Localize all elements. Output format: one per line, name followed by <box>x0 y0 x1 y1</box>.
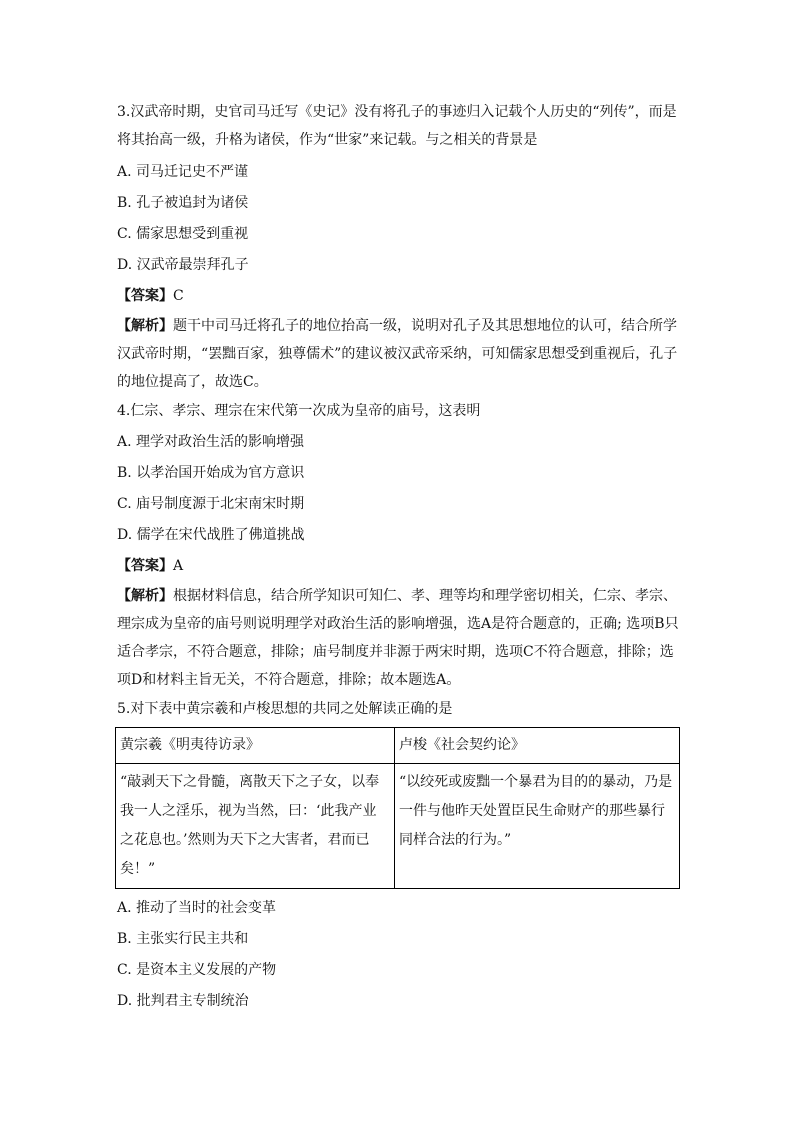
analysis-text: 题干中司马迁将孔子的地位抬高一级，说明对孔子及其思想地位的认可，结合所学汉武帝时期，“罢黜百家，独尊儒术”的建议被汉武帝采纳，可知儒家思想受到重视后，孔子的地位提高了，故选C。 <box>117 318 678 390</box>
analysis-tag: 【解析】 <box>117 318 173 334</box>
q4-option-a: A. 理学对政治生活的影响增强 <box>117 434 305 450</box>
table-cell: “敲剥天下之骨髓，离散天下之子女，以奉我一人之淫乐，视为当然，曰：‘此我产业之花息也。’然则为天下之大害者，君而已矣！” <box>116 764 395 889</box>
q3-answer <box>117 281 683 312</box>
q3-option-c: C. 儒家思想受到重视 <box>117 226 249 242</box>
q3-option-a: A. 司马迁记史不严谨 <box>117 164 249 180</box>
table-row <box>116 764 680 889</box>
q5-option-a: A. 推动了当时的社会变革 <box>117 900 277 916</box>
table-header-cell: 卢梭《社会契约论》 <box>395 728 680 764</box>
q3-option-b: B. 孔子被追封为诸侯 <box>117 195 249 211</box>
q4-option-c: C. 庙号制度源于北宋南宋时期 <box>117 496 305 512</box>
q4-option-b: B. 以孝治国开始成为官方意识 <box>117 465 305 481</box>
q5-stem: 5.对下表中黄宗羲和卢梭思想的共同之处解读正确的是 <box>117 701 453 717</box>
table-header-row <box>116 728 680 764</box>
comparison-table <box>115 727 680 889</box>
q5-option-d: D. 批判君主专制统治 <box>117 993 249 1009</box>
q3-stem: 3.汉武帝时期，史官司马迁写《史记》没有将孔子的事迹归入记载个人历史的“列传”，而是将其抬高一级，升格为诸侯，作为“世家”来记载。与之相关的背景是 <box>117 104 677 148</box>
analysis-text: 根据材料信息，结合所学知识可知仁、孝、理等均和理学密切相关，仁宗、孝宗、理宗成为皇帝的庙号则说明理学对政治生活的影响增强，选A是符合题意的，正确; 选项B只适合孝宗，不符合题意，排除；庙号制度并非源于两宋时期，选项C不符合题意，排除；选项D和材料主旨无关，不符合题意，排除；故本题选A。 <box>117 588 679 688</box>
answer-value: A <box>173 558 184 574</box>
q4-analysis <box>117 582 683 694</box>
table-cell: “以绞死或废黜一个暴君为目的的暴动，乃是一件与他昨天处置臣民生命财产的那些暴行同样合法的行为。” <box>395 764 680 889</box>
q5-option-c: C. 是资本主义发展的产物 <box>117 962 277 978</box>
answer-tag: 【答案】 <box>117 288 173 304</box>
answer-value: C <box>173 288 184 304</box>
document-page <box>117 98 683 1017</box>
q4-answer <box>117 551 683 582</box>
q4-option-d: D. 儒学在宋代战胜了佛道挑战 <box>117 527 305 543</box>
q3-option-d: D. 汉武帝最崇拜孔子 <box>117 257 249 273</box>
table-header-cell: 黄宗羲《明夷待访录》 <box>116 728 395 764</box>
q5-option-b: B. 主张实行民主共和 <box>117 931 249 947</box>
q3-analysis <box>117 312 683 396</box>
analysis-tag: 【解析】 <box>117 588 173 604</box>
q4-stem: 4.仁宗、孝宗、理宗在宋代第一次成为皇帝的庙号，这表明 <box>117 403 481 419</box>
answer-tag: 【答案】 <box>117 558 173 574</box>
